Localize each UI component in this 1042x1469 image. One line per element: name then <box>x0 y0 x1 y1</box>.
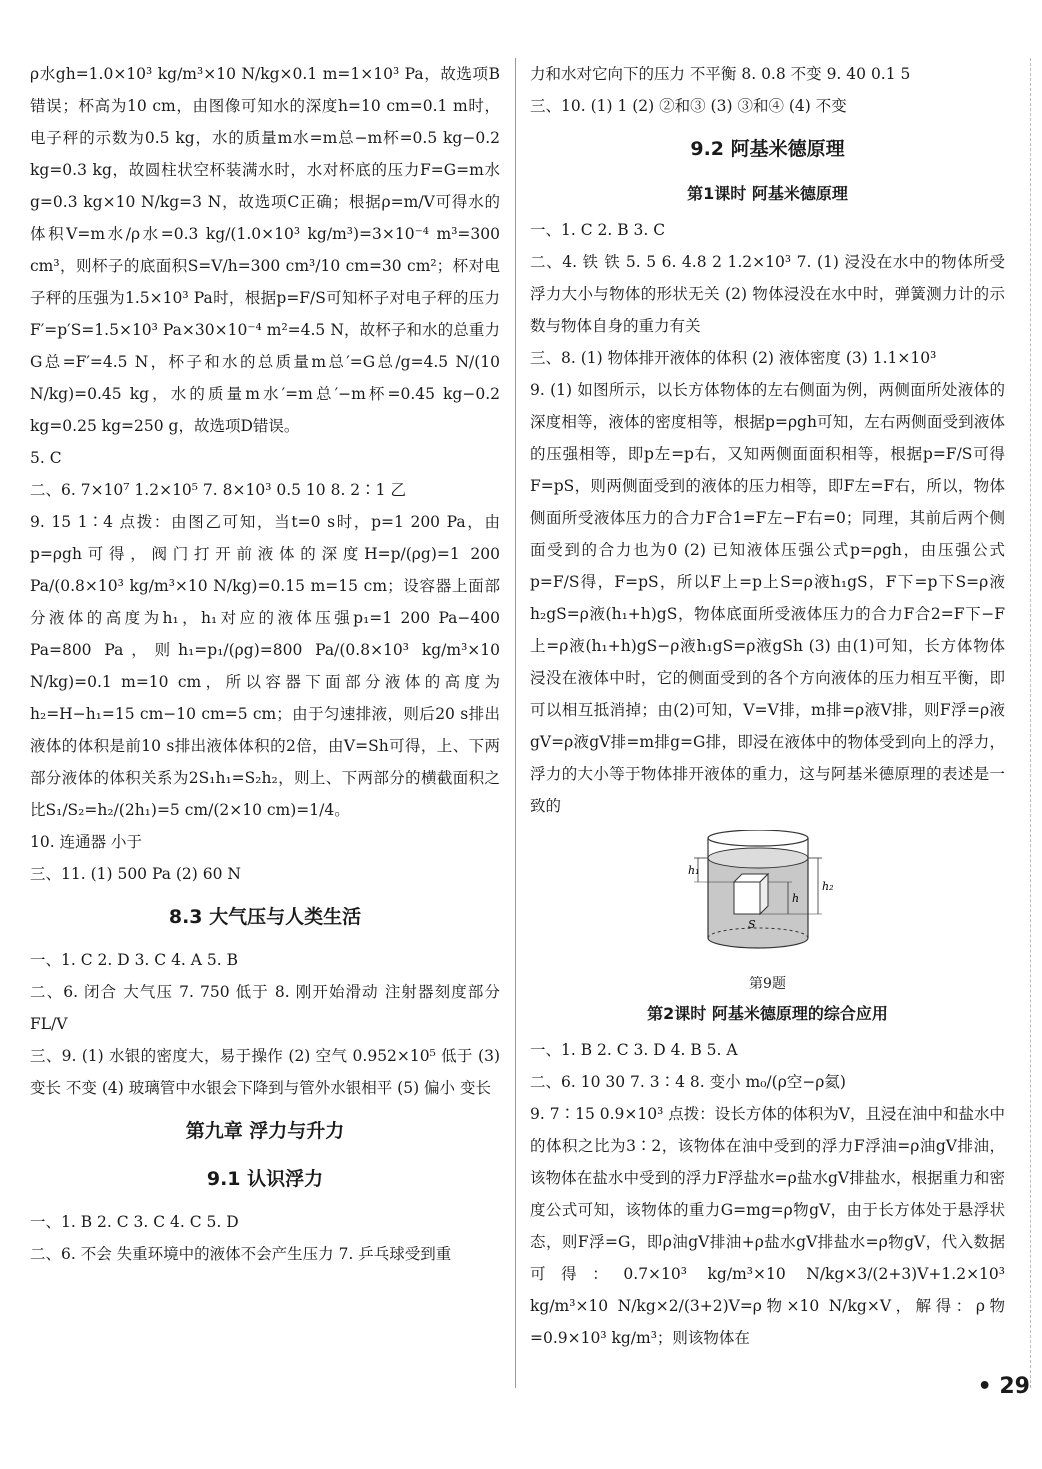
section-heading-9-1: 9.1 认识浮力 <box>206 1168 324 1190</box>
cylinder-diagram <box>688 830 848 970</box>
section-heading-8-3: 8.3 大气压与人类生活 <box>168 906 362 928</box>
label-S: S <box>747 918 756 931</box>
answer-line: 三、10. (1) 1 (2) ②和③ (3) ③和④ (4) 不变 <box>530 97 847 115</box>
answer-paragraph: 三、9. (1) 水银的密度大，易于操作 (2) 空气 0.952×10⁵ 低于 (3) 变长 不变 (4) 玻璃管中水银会下降到与管外水银相平 (5) 偏小 变长 <box>30 1047 500 1097</box>
answer-paragraph: ρ水gh=1.0×10³ kg/m³×10 N/kg×0.1 m=1×10³ Pa，故选项B错误；杯高为10 cm，由图像可知水的深度h=10 cm=0.1 m时，电子秤的示数为0.5 kg，水的质量m水=m总−m杯=0.5 kg−0.2 kg=0.3 kg，故圆柱状空杯装满水时，水对杯底的压力F=G=m水g=0.3 kg×10 N/kg=3 N，故选项C正确；根据ρ=m/V可得水的体积V=m水/ρ水=0.3 kg/(1.0×10³ kg/m³)=3×10⁻⁴ m³=300 cm³，则杯子的底面积S=V/h=300 cm³/10 cm=30 cm²；杯对电子秤的压强为1.5×10³ Pa时，根据p=F/S可知杯子对电子秤的压力F′=p′S=1.5×10³ Pa×30×10⁻⁴ m²=4.5 N，故杯子和水的总重力G总=F′=4.5 N，杯子和水的总质量m总′=G总/g=4.5 N/(10 N/kg)=0.45 kg，水的质量m水′=m总′−m杯=0.45 kg−0.2 kg=0.25 kg=250 g，故选项D错误。 <box>30 65 500 435</box>
answer-line: 一、1. C 2. D 3. C 4. A 5. B <box>30 951 239 969</box>
figure-caption: 第9题 <box>749 976 786 992</box>
answer-line: 5. C <box>30 449 62 467</box>
page-number: • 29 <box>977 1374 1030 1399</box>
answer-paragraph: 二、4. 铁 铁 5. 5 6. 4.8 2 1.2×10³ 7. (1) 浸没在水中的物体所受浮力大小与物体的形状无关 (2) 物体浸没在水中时，弹簧测力计的示数与物体自身的重力有关 <box>530 253 1005 335</box>
answer-line: 10. 连通器 小于 <box>30 833 143 851</box>
lesson-heading-1: 第1课时 阿基米德原理 <box>687 184 848 203</box>
figure-q9 <box>530 830 1005 994</box>
answer-line: 三、8. (1) 物体排开液体的体积 (2) 液体密度 (3) 1.1×10³ <box>530 349 937 367</box>
answer-line: 一、1. C 2. B 3. C <box>530 221 666 239</box>
right-column <box>530 58 1005 1354</box>
answer-line: 一、1. B 2. C 3. D 4. B 5. A <box>530 1041 738 1059</box>
next-page-edge <box>1030 58 1042 1388</box>
left-column <box>30 58 500 1270</box>
answer-line: 一、1. B 2. C 3. C 4. C 5. D <box>30 1213 239 1231</box>
answer-paragraph: 9. (1) 如图所示，以长方体物体的左右侧面为例，两侧面所处液体的深度相等，液体的密度相等，根据p=ρgh可知，左右两侧面受到液体的压强相等，即p左=p右，又知两侧面面积相等，根据p=F/S可得F=pS，则两侧面受到的液体的压力相等，即F左=F右，所以，物体侧面所受液体压力的合力F合1=F左−F右=0；同理，其前后两个侧面受到的合力也为0 (2) 已知液体压强公式p=ρgh，由压强公式p=F/S得，F=pS，所以F上=p上S=ρ液h₁gS，F下=p下S=ρ液h₂gS=ρ液(h₁+h)gS，物体底面所受液体压力的合力F合2=F下−F上=ρ液(h₁+h)gS−ρ液h₁gS=ρ液gSh (3) 由(1)可知，长方体物体浸没在液体中时，它的侧面受到的各个方向液体的压力相互平衡，即可以相互抵消掉；由(2)可知，V=V排，m排=ρ液V排，则F浮=ρ液gV=ρ液gV排=m排g=G排，即浸在液体中的物体受到向上的浮力，浮力的大小等于物体排开液体的重力，这与阿基米德原理的表述是一致的 <box>530 381 1005 815</box>
answer-line: 二、6. 不会 失重环境中的液体不会产生压力 7. 乒乓球受到重 <box>30 1245 452 1263</box>
answer-line: 三、11. (1) 500 Pa (2) 60 N <box>30 865 241 883</box>
label-h2: h₂ <box>821 880 833 893</box>
chapter-heading-9: 第九章 浮力与升力 <box>185 1120 345 1142</box>
answer-line: 二、6. 7×10⁷ 1.2×10⁵ 7. 8×10³ 0.5 10 8. 2∶1 乙 <box>30 481 406 499</box>
answer-line: 二、6. 闭合 大气压 7. 750 低于 8. 刚开始滑动 注射器刻度部分 FL/V <box>30 983 500 1033</box>
answer-paragraph: 9. 15 1∶4 点拨：由图乙可知，当t=0 s时，p=1 200 Pa，由p=ρgh可得，阀门打开前液体的深度H=p/(ρg)=1 200 Pa/(0.8×10³ kg/m³×10 N/kg)=0.15 m=15 cm；设容器上面部分液体的高度为h₁，h₁对应的液体压强p₁=1 200 Pa−400 Pa=800 Pa，则h₁=p₁/(ρg)=800 Pa/(0.8×10³ kg/m³×10 N/kg)=0.1 m=10 cm，所以容器下面部分液体的高度为h₂=H−h₁=15 cm−10 cm=5 cm；由于匀速排液，则后20 s排出液体的体积是前10 s排出液体体积的2倍，由V=Sh可得，上、下两部分液体的体积关系为2S₁h₁=S₂h₂，则上、下两部分的横截面积之比S₁/S₂=h₂/(2h₁)=5 cm/(2×10 cm)=1/4。 <box>30 513 500 819</box>
label-h: h <box>791 892 799 905</box>
answer-line: 力和水对它向下的压力 不平衡 8. 0.8 不变 9. 40 0.1 5 <box>530 65 911 83</box>
answer-paragraph: 9. 7∶15 0.9×10³ 点拨：设长方体的体积为V，且浸在油中和盐水中的体积之比为3∶2，该物体在油中受到的浮力F浮油=ρ油gV排油，该物体在盐水中受到的浮力F浮盐水=ρ盐水gV排盐水，根据重力和密度公式可知，该物体的重力G=mg=ρ物gV，由于长方体处于悬浮状态，则F浮=G，即ρ油gV排油+ρ盐水gV排盐水=ρ物gV，代入数据可得：0.7×10³ kg/m³×10 N/kg×3/(2+3)V+1.2×10³ kg/m³×10 N/kg×2/(3+2)V=ρ物×10 N/kg×V，解得：ρ物=0.9×10³ kg/m³；则该物体在 <box>530 1105 1005 1347</box>
label-h1: h₁ <box>687 864 699 877</box>
answer-line: 二、6. 10 30 7. 3∶4 8. 变小 m₀/(ρ空−ρ氦) <box>530 1073 846 1091</box>
section-heading-9-2: 9.2 阿基米德原理 <box>690 138 845 160</box>
column-divider <box>515 58 516 1388</box>
lesson-heading-2: 第2课时 阿基米德原理的综合应用 <box>647 1004 888 1023</box>
